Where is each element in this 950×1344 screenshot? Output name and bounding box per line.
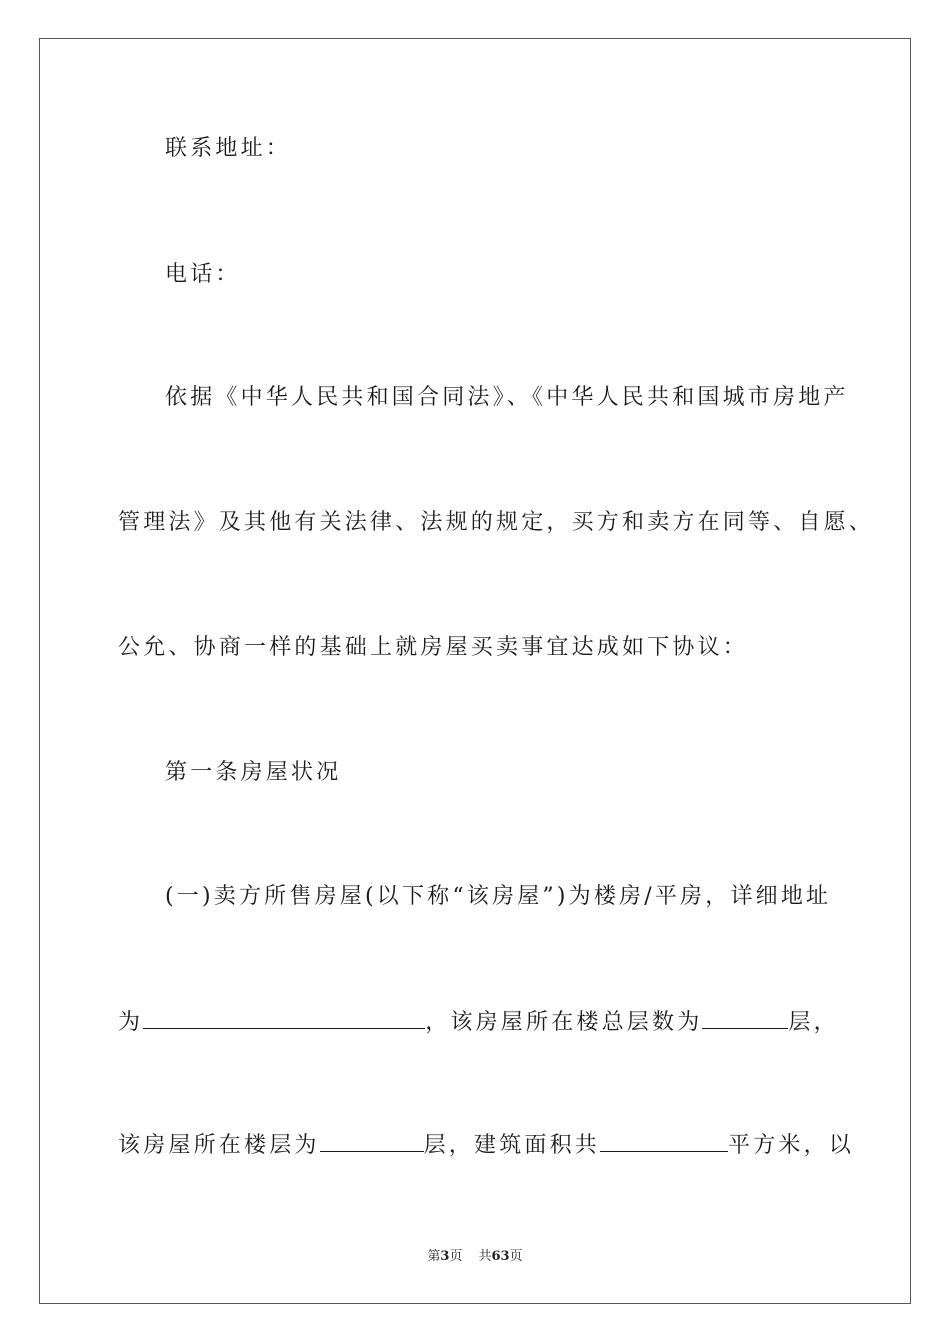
house-description-line-1: (一)卖方所售房屋(以下称“该房屋”)为楼房/平房，详细地址 xyxy=(165,884,832,909)
total-suffix: 页 xyxy=(509,1249,523,1264)
phone-label: 电话： xyxy=(165,262,241,287)
text-segment: 层，建筑面积共 xyxy=(423,1133,601,1158)
area-blank xyxy=(600,1131,728,1152)
contact-address-label: 联系地址： xyxy=(165,136,292,161)
page-suffix: 页 xyxy=(449,1249,463,1264)
page-prefix: 第 xyxy=(427,1249,441,1264)
page-border xyxy=(39,38,911,1304)
total-prefix: 共 xyxy=(478,1249,492,1264)
text-segment: 平方米，以 xyxy=(728,1133,855,1158)
page-number: 3 xyxy=(440,1249,450,1264)
article-one-heading: 第一条房屋状况 xyxy=(165,760,342,785)
text-segment: 层， xyxy=(788,1010,839,1035)
paragraph-basis-line-1: 依据《中华人民共和国合同法》、《中华人民共和国城市房地产 xyxy=(165,385,849,410)
text-segment: ，该房屋所在楼总层数为 xyxy=(425,1010,703,1035)
address-blank xyxy=(143,1008,425,1029)
text-segment: 为 xyxy=(118,1010,144,1035)
paragraph-basis-line-2: 管理法》及其他有关法律、法规的规定，买方和卖方在同等、自愿、 xyxy=(118,510,875,535)
house-description-line-2 xyxy=(118,1008,838,1038)
floor-blank xyxy=(320,1131,424,1152)
text-segment: 该房屋所在楼层为 xyxy=(118,1133,320,1158)
paragraph-basis-line-3: 公允、协商一样的基础上就房屋买卖事宜达成如下协议： xyxy=(118,635,749,660)
house-description-line-3 xyxy=(118,1131,855,1161)
page-footer xyxy=(0,1248,950,1266)
total-floors-blank xyxy=(702,1008,788,1029)
total-pages: 63 xyxy=(491,1249,510,1264)
